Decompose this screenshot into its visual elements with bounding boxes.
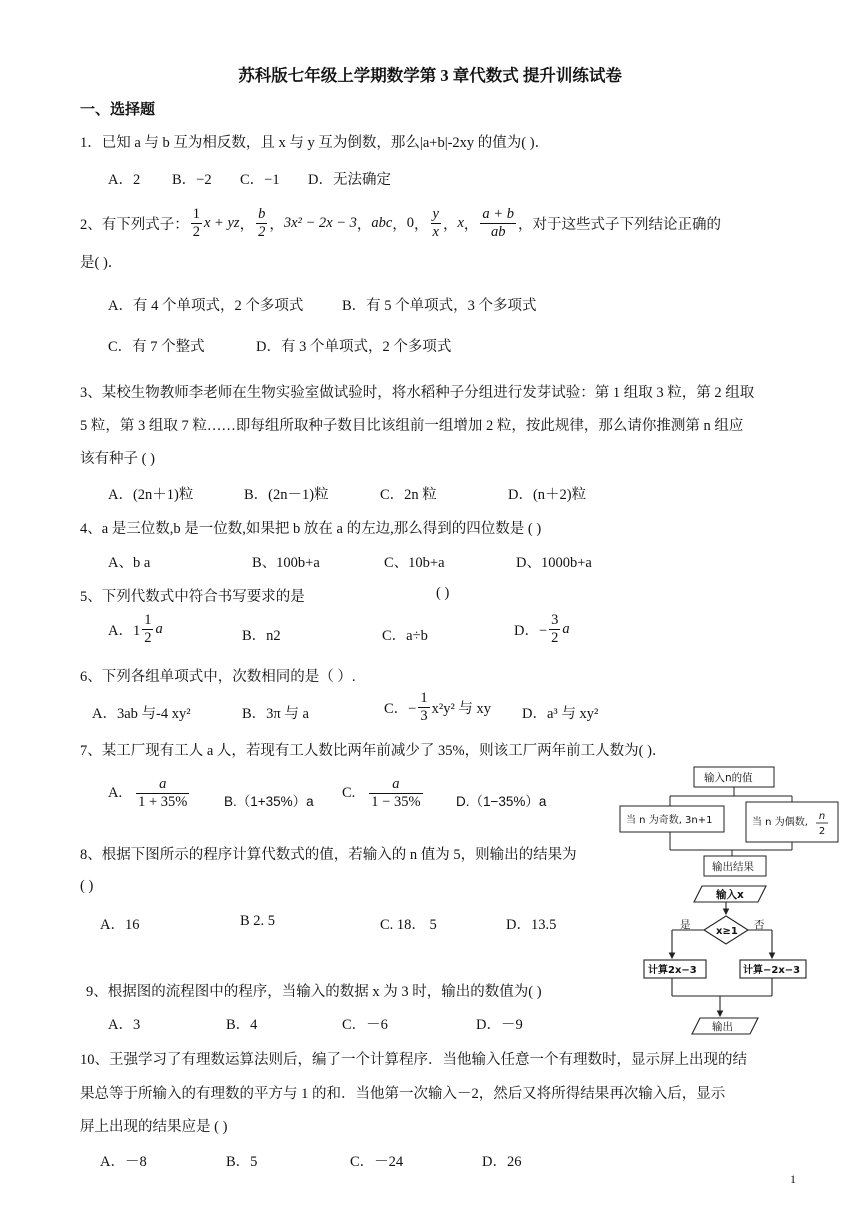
q7-c-fraction xyxy=(369,776,422,811)
q2-expr3: 3x² − 2x − 3 xyxy=(283,215,357,231)
flow1-even-den: 2 xyxy=(818,826,826,837)
question-9-stem: 9、根据图的流程图中的程序，当输入的数据 x 为 3 时，输出的数值为( ) xyxy=(86,984,542,1000)
q2-expr6-fraction xyxy=(431,206,441,241)
q5-option-c: C．a÷b xyxy=(382,628,428,644)
q2-sep: ， xyxy=(463,217,479,233)
q4-option-c: C、10b+a xyxy=(384,555,445,571)
question-8-line2: ( ) xyxy=(80,878,94,894)
q3-option-b: B．(2n－1)粒 xyxy=(244,487,329,503)
question-1-stem: 1．已知 a 与 b 互为相反数，且 x 与 y 互为倒数，那么|a+b|-2xy 的值为( )． xyxy=(80,135,550,151)
q7-c-num: a xyxy=(369,776,422,794)
q2-sep: ， xyxy=(269,217,284,233)
q2-expr6-den: x xyxy=(432,224,439,240)
q5-a-num: 1 xyxy=(144,612,152,628)
q2-expr1-rest: x + yz xyxy=(204,215,240,231)
q5-d-den: 2 xyxy=(551,630,559,646)
q8-option-d: D．13.5 xyxy=(506,917,557,933)
q3-option-d: D．(n＋2)粒 xyxy=(508,487,587,503)
q7-option-b: B.（1+35%）a xyxy=(224,794,314,809)
q10-option-a: A．－8 xyxy=(100,1154,147,1170)
question-3-line1: 3、某校生物教师李老师在生物实验室做试验时，将水稻种子分组进行发芽试验：第 1 组取 3 粒，第 2 组取 xyxy=(80,385,755,401)
section-heading: 一、选择题 xyxy=(80,102,156,118)
flow1-input-text: 输入n的值 xyxy=(704,772,753,784)
q1-option-c: C．−1 xyxy=(240,172,280,188)
flow1-even-num: n xyxy=(818,811,826,822)
question-7-stem: 7、某工厂现有工人 a 人，若现有工人数比两年前减少了 35%，则该工厂两年前工人数为( )． xyxy=(80,743,667,759)
q7-a-den: 1 + 35% xyxy=(138,794,188,810)
question-10-line2: 果总等于所输入的有理数的平方与 1 的和．当他第一次输入－2，然后又将所得结果再次输入后，显示 xyxy=(80,1086,726,1102)
q2-expr1-num: 1 xyxy=(192,206,200,222)
q7-c-den: 1 − 35% xyxy=(371,794,421,810)
flow1-odd-text: 当 n 为奇数, 3n+1 xyxy=(626,815,713,826)
flow2-no-label: 否 xyxy=(754,919,765,931)
q2-sep: ， xyxy=(442,217,458,233)
q9-option-a: A．3 xyxy=(108,1017,141,1033)
q7-a-num: a xyxy=(136,776,189,794)
flowchart-n-program xyxy=(612,764,846,882)
question-4-stem: 4、a 是三位数,b 是一位数,如果把 b 放在 a 的左边,那么得到的四位数是 ( ) xyxy=(80,521,542,537)
q2-sep: ， xyxy=(392,217,407,233)
question-3-line2: 5 粒，第 3 组取 7 粒……即每组所取种子数目比该组前一组增加 2 粒，按此规律，那么请你推测第 n 组应 xyxy=(80,418,744,434)
q5-option-d xyxy=(514,612,570,647)
q7-c-pre: C. xyxy=(342,785,356,801)
q2-expr8-fraction xyxy=(480,206,516,241)
q5-d-num: 3 xyxy=(551,612,559,628)
q6-option-d: D．a³ 与 xy² xyxy=(522,706,599,722)
q2-tail: ，对于这些式子下列结论正确的 xyxy=(517,217,721,233)
q2-option-a: A．有 4 个单项式，2 个多项式 xyxy=(108,298,304,314)
q2-expr2-num: b xyxy=(258,206,266,222)
q2-expr1-den: 2 xyxy=(192,224,200,240)
q1-option-b: B．−2 xyxy=(172,172,212,188)
q2-expr7: x xyxy=(457,215,464,231)
q7-a-fraction xyxy=(136,776,189,811)
question-8-line1: 8、根据下图所示的程序计算代数式的值，若输入的 n 值为 5，则输出的结果为 xyxy=(80,847,577,863)
page-number: 1 xyxy=(790,1172,796,1186)
q9-option-b: B．4 xyxy=(226,1017,258,1033)
question-5-stem: 5、下列代数式中符合书写要求的是 xyxy=(80,589,305,605)
question-5-paren: ( ) xyxy=(436,585,450,601)
flow2-cond-text: x≥1 xyxy=(716,926,738,937)
q9-option-c: C．－6 xyxy=(342,1017,388,1033)
flow1-even-text: 当 n 为偶数, xyxy=(752,817,808,828)
q2-expr5: 0 xyxy=(406,215,415,231)
question-2-stem xyxy=(80,206,721,241)
q5-a-den: 2 xyxy=(144,630,152,646)
question-3-line3: 该有种子 ( ) xyxy=(80,451,155,467)
q2-option-c: C．有 7 个整式 xyxy=(108,339,205,355)
q10-option-b: B．5 xyxy=(226,1154,258,1170)
q2-expr1-fraction xyxy=(191,206,202,241)
q5-a-var: a xyxy=(155,621,163,637)
q2-expr2-den: 2 xyxy=(258,224,266,240)
q2-expr4: abc xyxy=(371,215,393,231)
q5-d-var: a xyxy=(562,621,570,637)
q6-option-a: A．3ab 与-4 xy² xyxy=(92,706,191,722)
q6-option-c xyxy=(384,690,491,725)
q8-option-b: B 2. 5 xyxy=(240,913,276,929)
q7-option-a xyxy=(108,776,191,811)
q10-option-d: D．26 xyxy=(482,1154,522,1170)
q4-option-a: A、b a xyxy=(108,555,151,571)
q2-sep: ， xyxy=(239,217,255,233)
flow2-yes-label: 是 xyxy=(680,919,691,931)
q3-option-c: C．2n 粒 xyxy=(380,487,437,503)
q6-c-rest: x²y² 与 xy xyxy=(431,701,492,717)
flow2-right-text: 计算−2x−3 xyxy=(743,965,801,976)
flowchart-x-program xyxy=(640,882,810,1040)
q5-d-fraction xyxy=(549,612,560,647)
q9-option-d: D．－9 xyxy=(476,1017,523,1033)
q6-c-pre: C．− xyxy=(384,701,417,717)
q2-expr8-den: ab xyxy=(490,224,506,240)
flow2-output-text: 输出 xyxy=(712,1021,733,1033)
q5-option-a xyxy=(108,612,163,647)
q5-d-pre: D．− xyxy=(514,623,548,639)
q2-sep: ， xyxy=(356,217,372,233)
question-10-line3: 屏上出现的结果应是 ( ) xyxy=(80,1119,228,1135)
q7-a-pre: A. xyxy=(108,785,123,801)
question-6-stem: 6、下列各组单项式中，次数相同的是（ ）. xyxy=(80,669,356,685)
q2-expr8-num: a + b xyxy=(482,206,514,222)
q5-a-fraction xyxy=(142,612,153,647)
flow2-left-text: 计算2x−3 xyxy=(648,965,697,976)
q2-expr2-fraction xyxy=(256,206,267,241)
q2-sep: ， xyxy=(414,217,429,233)
q8-option-a: A．16 xyxy=(100,917,140,933)
q4-option-b: B、100b+a xyxy=(252,555,320,571)
q1-option-a: A．2 xyxy=(108,172,141,188)
q10-option-c: C．－24 xyxy=(350,1154,404,1170)
q6-option-b: B．3π 与 a xyxy=(242,706,309,722)
q7-option-c xyxy=(342,776,425,811)
q5-option-b: B．n2 xyxy=(242,628,281,644)
q2-lead: 2、有下列式子： xyxy=(80,217,189,233)
q8-option-c: C. 18． 5 xyxy=(380,917,437,933)
q2-option-d: D．有 3 个单项式，2 个多项式 xyxy=(256,339,452,355)
q2-option-b: B．有 5 个单项式，3 个多项式 xyxy=(342,298,537,314)
q5-a-int: A．1 xyxy=(108,623,141,639)
q3-option-a: A．(2n＋1)粒 xyxy=(108,487,194,503)
q4-option-d: D、1000b+a xyxy=(516,555,592,571)
q6-c-den: 3 xyxy=(420,708,428,724)
q1-option-d: D．无法确定 xyxy=(308,172,391,188)
flow1-output-text: 输出结果 xyxy=(712,861,754,873)
question-2-line2: 是( )． xyxy=(80,255,123,271)
q2-expr6-num: y xyxy=(432,206,439,222)
page-title: 苏科版七年级上学期数学第 3 章代数式 提升训练试卷 xyxy=(238,66,622,85)
q6-c-num: 1 xyxy=(420,690,428,706)
flow2-input-text: 输入x xyxy=(716,889,744,901)
q7-option-d: D.（1−35%）a xyxy=(456,794,547,809)
question-10-line1: 10、王强学习了有理数运算法则后，编了一个计算程序．当他输入任意一个有理数时，显示屏上出现的结 xyxy=(80,1052,747,1068)
q6-c-fraction xyxy=(418,690,429,725)
